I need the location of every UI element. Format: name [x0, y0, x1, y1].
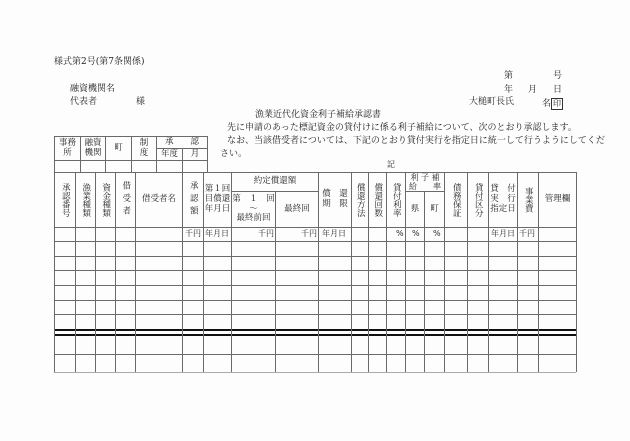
- header-project-cost-text: 事業費: [523, 187, 534, 213]
- header-bottom-border: [54, 227, 576, 228]
- header-institution-l1: 融資: [84, 137, 102, 148]
- header-repay-count: [369, 173, 386, 227]
- unit-repay-deadline: 年月日: [322, 229, 346, 238]
- col-line: [576, 172, 577, 372]
- row-line: [54, 256, 576, 257]
- header-guarantee-text: 債務保証: [451, 183, 462, 217]
- honorific: 様: [136, 97, 146, 107]
- date-day: 日: [553, 85, 563, 95]
- number-prefix: 第: [504, 71, 514, 81]
- header-system-l1: 制: [139, 137, 149, 148]
- row-line: [54, 300, 576, 301]
- header-project-cost: [518, 173, 538, 227]
- unit-subsidy-pref: %: [412, 229, 420, 238]
- header-subsidy-pref: 県: [410, 203, 420, 214]
- header-fishery-type-text: 漁業種類: [80, 183, 91, 217]
- repay-first-l1: 第 １ 回: [232, 193, 275, 204]
- row-line: [54, 314, 576, 315]
- header-borrower-text: 借受者: [120, 181, 131, 219]
- header-approved-amount-text: 承認額: [188, 181, 199, 219]
- box-header-fiscal-year: 年度: [160, 148, 178, 159]
- header-borrower: [116, 173, 135, 227]
- header-fishery-type: [76, 173, 95, 227]
- seal-mark: 印: [553, 99, 562, 108]
- subsidy-l1: 利 子 補: [410, 172, 440, 182]
- box-header-approval: 承 認: [164, 136, 199, 147]
- box-header-institution: [81, 137, 105, 160]
- header-loan-class-text: 貸付区分: [473, 183, 484, 217]
- header-loan-rate: [387, 173, 405, 227]
- issuer-name-label: [542, 98, 563, 110]
- form-number: 様式第2号(第7条関係): [54, 57, 145, 67]
- row-line: [54, 354, 576, 355]
- header-admin: 管理欄: [544, 194, 571, 205]
- box-header-system: [132, 137, 156, 160]
- header-borrower-name: 借受者名: [141, 194, 176, 205]
- units-row-bottom: [54, 241, 576, 242]
- header-loan-class: [468, 173, 488, 227]
- header-subsidy-group: [406, 173, 444, 191]
- repay-first-l3: 最終前回: [236, 213, 271, 224]
- box-header-month: 月: [190, 148, 200, 159]
- unit-repay-last: 千円: [301, 229, 317, 238]
- name-label: 名: [542, 99, 552, 109]
- header-repay-method: [352, 173, 368, 227]
- header-guarantee: [445, 173, 467, 227]
- unit-approved-amount: 千円: [185, 229, 201, 238]
- header-repayment-group: 約定償還額: [253, 176, 297, 187]
- repay-first-l2: 〜: [249, 203, 258, 214]
- header-office-l2: 所: [63, 147, 72, 158]
- box-header-office: [55, 137, 80, 160]
- header-repay-count-text: 償還回数: [372, 183, 383, 217]
- loan-exec-l3: 指定日: [490, 203, 516, 214]
- body-line-1: 先に申請のあった標記資金の貸付けに係る利子補給について、次のとおり承認します。: [227, 123, 577, 133]
- representative-label: 代表者: [70, 97, 98, 107]
- mayor-label: 大槌町長氏: [469, 97, 515, 107]
- date-month: 月: [528, 85, 538, 95]
- header-repay-last: 最終回: [284, 203, 310, 214]
- header-approval-no-text: 承認番号: [60, 183, 71, 217]
- unit-repay-first-to-prelast: 千円: [258, 229, 274, 238]
- table-bottom-border: [54, 372, 576, 373]
- header-fund-type-text: 資金種類: [100, 183, 111, 217]
- repay-deadline-l1: 償 還: [322, 189, 348, 200]
- row-line: [54, 270, 576, 271]
- header-loan-rate-text: 貸付利率: [391, 183, 402, 217]
- header-system-l2: 度: [139, 147, 149, 158]
- first-repay-l1: 第１回: [204, 184, 231, 195]
- body-line-3: さい。: [220, 149, 248, 159]
- unit-subsidy-town: %: [433, 229, 441, 238]
- loan-exec-l1: 貸 付: [490, 184, 516, 195]
- date-year: 年: [504, 85, 514, 95]
- first-repay-l3: 年月日: [204, 203, 231, 214]
- header-subsidy-town: 町: [430, 203, 439, 214]
- subsidy-l2: 給 率: [409, 182, 441, 191]
- header-loan-exec-date: [489, 173, 517, 227]
- repay-deadline-l2: 期 限: [322, 199, 348, 209]
- unit-project-cost: 千円: [519, 229, 535, 238]
- unit-loan-exec-date: 年月日: [491, 229, 515, 238]
- number-suffix: 号: [553, 71, 563, 81]
- double-line-top: [54, 329, 576, 331]
- header-first-repay-date: [204, 173, 231, 227]
- box-header-town: 町: [114, 142, 123, 153]
- row-line: [54, 285, 576, 286]
- header-repay-deadline: [319, 173, 351, 227]
- header-repay-first-to-prelast: [232, 192, 275, 227]
- document-title: 漁業近代化資金利子補給承認書: [255, 110, 382, 120]
- header-repay-method-text: 償還方法: [355, 183, 366, 217]
- unit-loan-rate: %: [396, 229, 404, 238]
- first-repay-l2: 目償還: [204, 194, 231, 205]
- institution-name-label: 融資機関名: [70, 84, 116, 94]
- header-approval-no: [55, 173, 75, 227]
- body-line-2: なお、当該借受者については、下記のとおり貸付実行を指定日に統一して行うようにしてくだ: [227, 136, 605, 146]
- loan-exec-l2: 実 行: [490, 194, 516, 205]
- header-institution-l2: 機関: [84, 147, 102, 158]
- header-approved-amount: [183, 173, 203, 227]
- double-line-bottom: [54, 334, 576, 336]
- box-vline: [207, 136, 208, 172]
- ki-mark: 記: [387, 160, 395, 169]
- unit-first-repay-date: 年月日: [205, 229, 229, 238]
- header-fund-type: [96, 173, 115, 227]
- header-office-l1: 事務: [58, 137, 76, 148]
